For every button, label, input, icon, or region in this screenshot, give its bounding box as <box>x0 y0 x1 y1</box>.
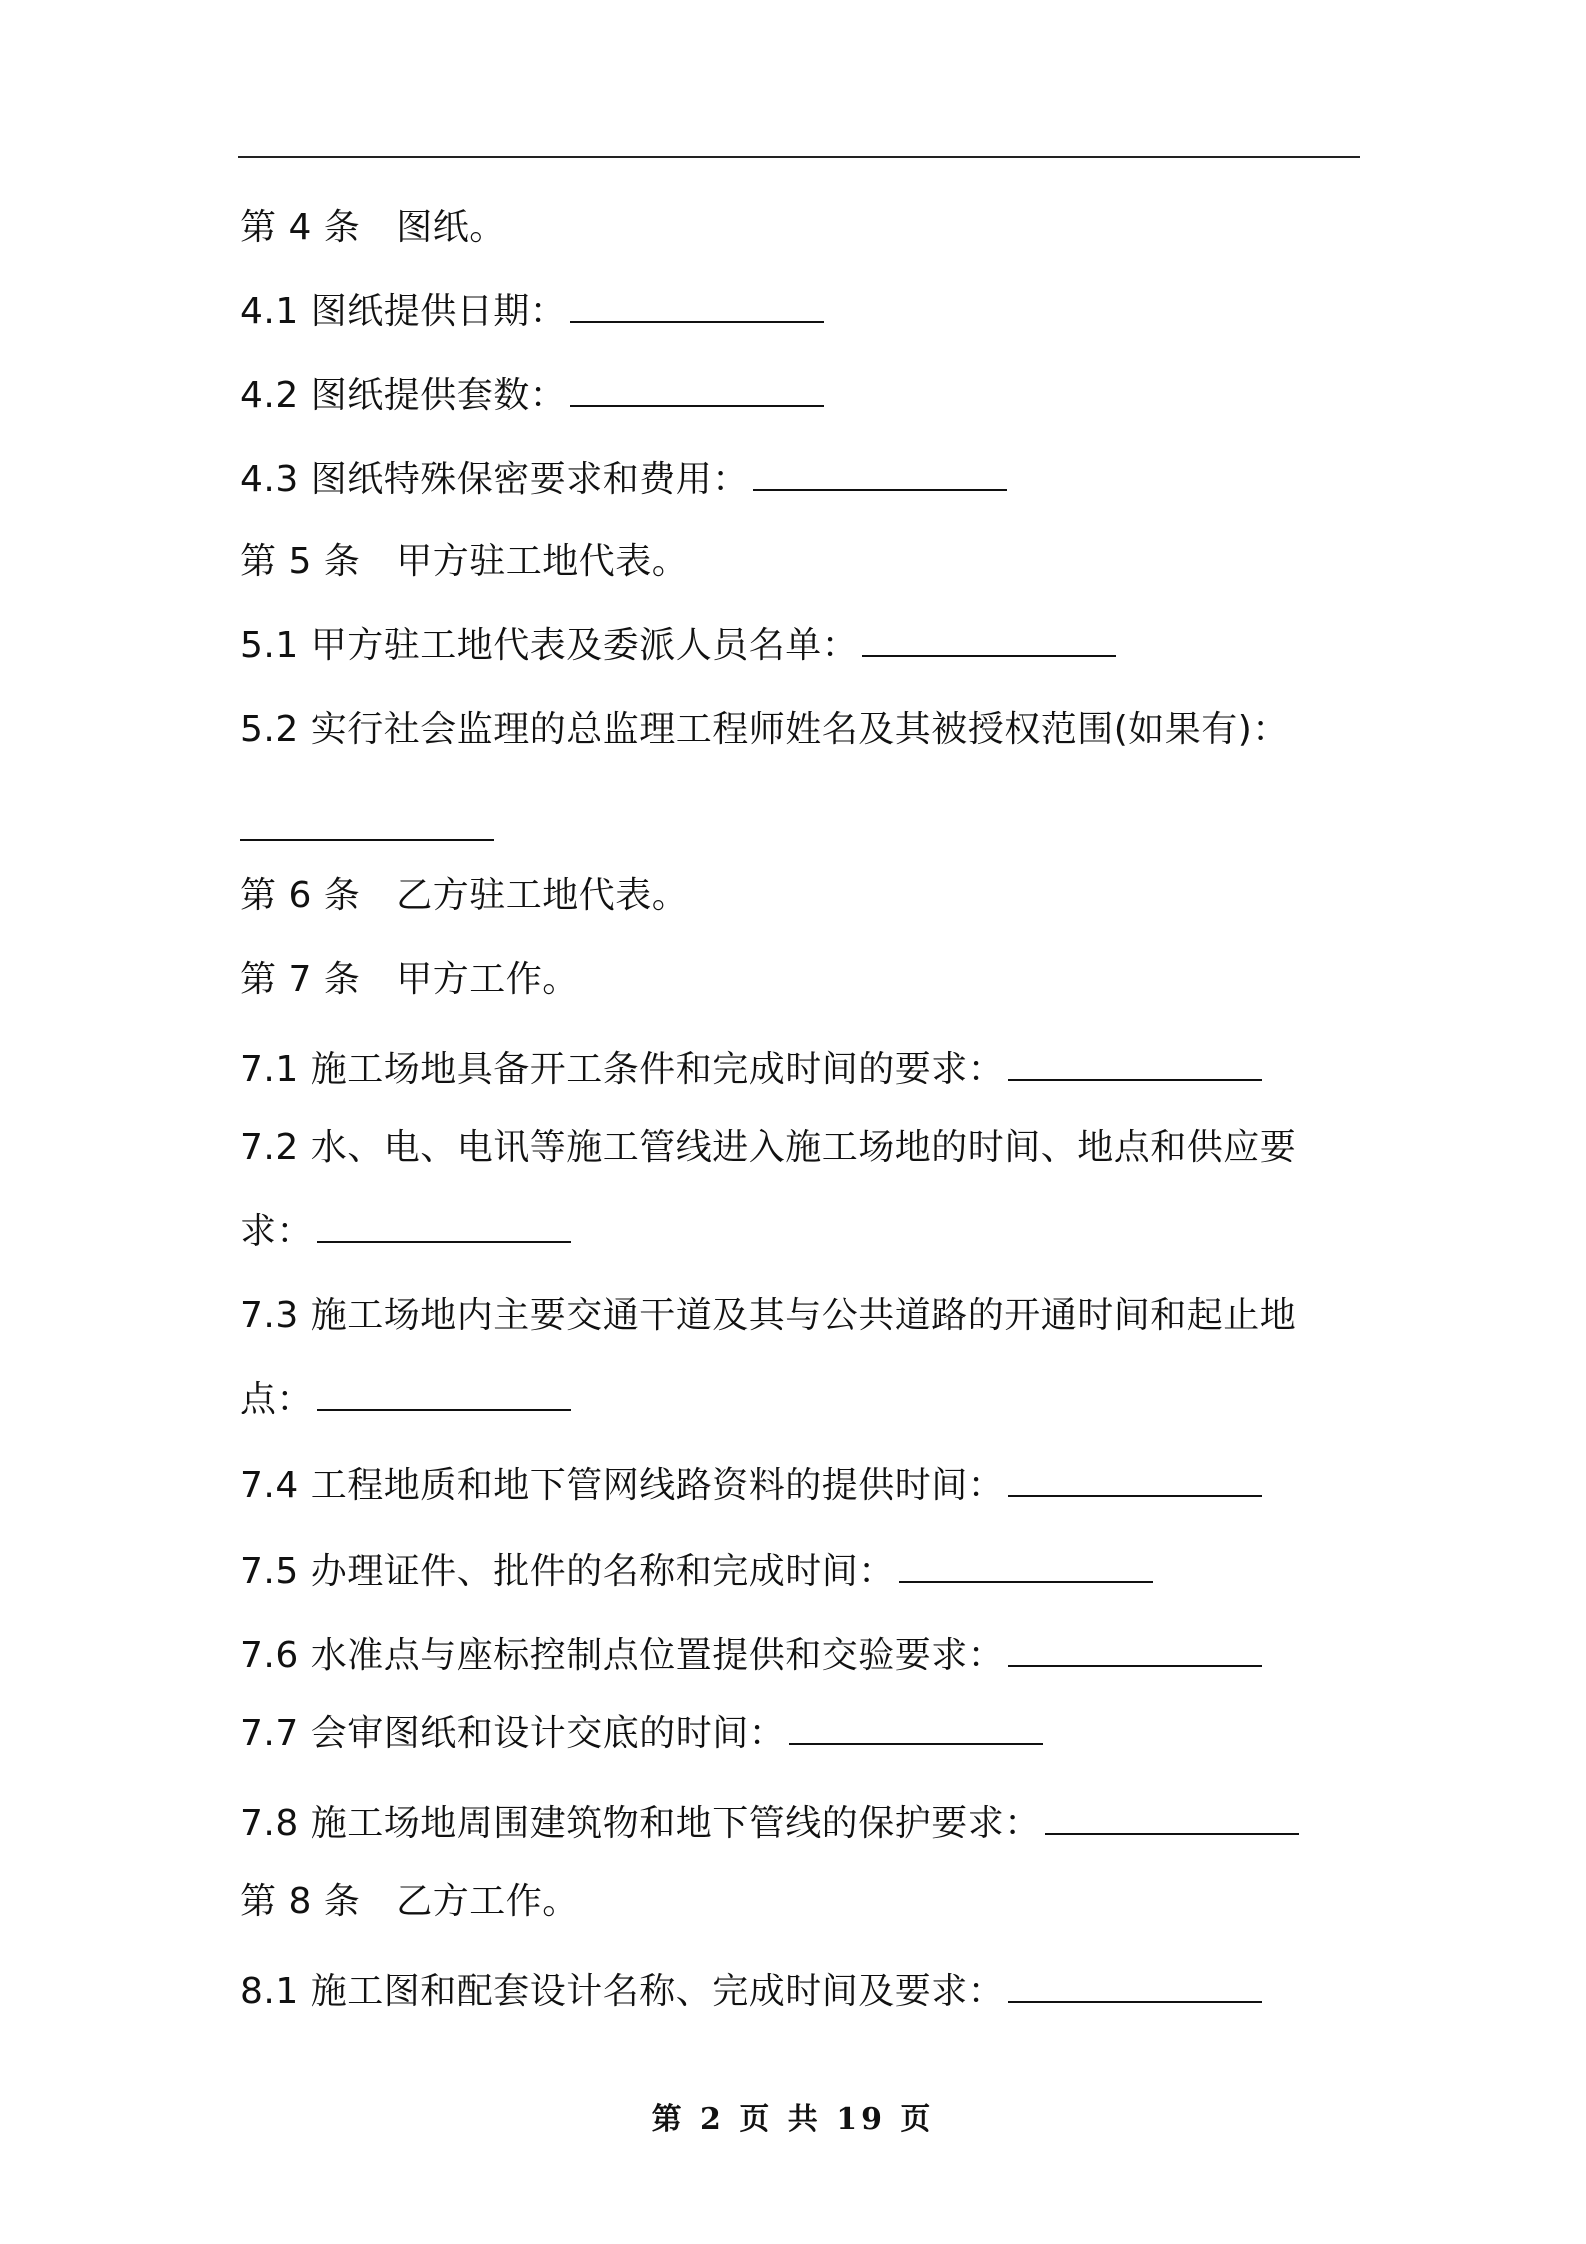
text-line <box>240 1294 1296 1338</box>
article-heading <box>240 1880 579 1924</box>
field-line <box>240 1712 1043 1756</box>
field-label: 5.1 甲方驻工地代表及委派人员名单： <box>240 625 859 666</box>
article-number: 第 4 条 <box>240 207 361 248</box>
field-label: 7.1 施工场地具备开工条件和完成时间的要求： <box>240 1049 1005 1090</box>
article-title: 甲方工作。 <box>396 959 579 1000</box>
field-line <box>240 1464 1262 1508</box>
fill-blank[interactable] <box>789 1713 1043 1745</box>
article-number: 第 6 条 <box>240 875 361 916</box>
fill-blank[interactable] <box>570 375 824 407</box>
article-heading <box>240 206 506 250</box>
field-line <box>240 624 1116 668</box>
text-line <box>240 708 1289 752</box>
article-heading <box>240 540 688 584</box>
fill-blank[interactable] <box>1008 1049 1262 1081</box>
field-label: 4.2 图纸提供套数： <box>240 375 567 416</box>
field-line <box>240 458 1007 502</box>
field-label: 7.4 工程地质和地下管网线路资料的提供时间： <box>240 1465 1005 1506</box>
fill-blank[interactable] <box>317 1379 571 1411</box>
paragraph-text: 7.2 水、电、电讯等施工管线进入施工场地的时间、地点和供应要 <box>240 1127 1297 1168</box>
field-label: 7.8 施工场地周围建筑物和地下管线的保护要求： <box>240 1803 1041 1844</box>
field-line <box>240 1378 571 1422</box>
paragraph-text: 7.3 施工场地内主要交通干道及其与公共道路的开通时间和起止地 <box>240 1295 1297 1336</box>
article-title: 图纸。 <box>396 207 506 248</box>
field-line <box>240 1802 1299 1846</box>
field-label: 求： <box>240 1211 314 1252</box>
field-line <box>240 1970 1262 2014</box>
fill-blank[interactable] <box>1045 1803 1299 1835</box>
fill-blank[interactable] <box>753 459 1007 491</box>
field-label: 4.3 图纸特殊保密要求和费用： <box>240 459 749 500</box>
field-label: 4.1 图纸提供日期： <box>240 291 567 332</box>
field-line <box>240 290 824 334</box>
fill-blank[interactable] <box>1008 1465 1262 1497</box>
field-label: 点： <box>240 1379 314 1420</box>
article-title: 甲方驻工地代表。 <box>396 541 689 582</box>
field-label: 8.1 施工图和配套设计名称、完成时间及要求： <box>240 1971 1005 2012</box>
field-label: 7.6 水准点与座标控制点位置提供和交验要求： <box>240 1635 1005 1676</box>
article-number: 第 7 条 <box>240 959 361 1000</box>
header-rule <box>238 156 1360 158</box>
field-line <box>240 374 824 418</box>
field-label: 7.5 办理证件、批件的名称和完成时间： <box>240 1551 895 1592</box>
field-line <box>240 1210 571 1254</box>
fill-blank[interactable] <box>899 1551 1153 1583</box>
paragraph-text: 5.2 实行社会监理的总监理工程师姓名及其被授权范围(如果有)： <box>240 709 1289 750</box>
fill-blank[interactable] <box>317 1211 571 1243</box>
fill-blank[interactable] <box>1008 1971 1262 2003</box>
page-number: 第 2 页 共 19 页 <box>651 2102 935 2137</box>
article-heading <box>240 874 688 918</box>
text-line <box>240 1126 1296 1170</box>
article-title: 乙方工作。 <box>396 1881 579 1922</box>
article-title: 乙方驻工地代表。 <box>396 875 689 916</box>
fill-blank[interactable] <box>570 291 824 323</box>
field-line <box>240 1550 1153 1594</box>
article-heading <box>240 958 579 1002</box>
field-line <box>240 1048 1262 1092</box>
field-line <box>240 808 494 852</box>
fill-blank[interactable] <box>1008 1635 1262 1667</box>
fill-blank[interactable] <box>240 809 494 841</box>
article-number: 第 5 条 <box>240 541 361 582</box>
article-number: 第 8 条 <box>240 1881 361 1922</box>
field-label: 7.7 会审图纸和设计交底的时间： <box>240 1713 786 1754</box>
field-line <box>240 1634 1262 1678</box>
fill-blank[interactable] <box>862 625 1116 657</box>
